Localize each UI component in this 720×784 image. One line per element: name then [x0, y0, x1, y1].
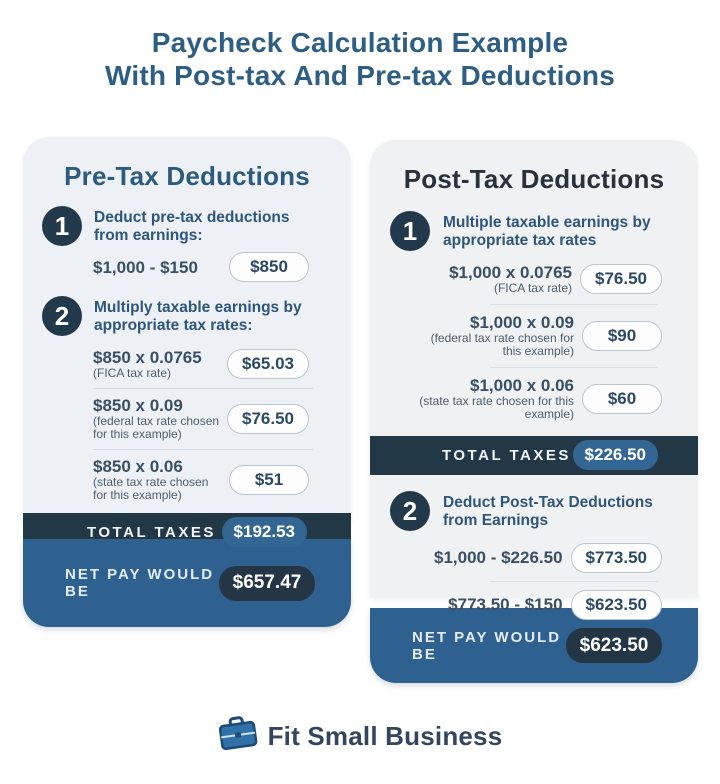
calc-formula: $1,000 x 0.06 [470, 375, 574, 395]
calc-formula: $850 x 0.0765 [93, 348, 202, 367]
netpay-value: $623.50 [566, 628, 662, 663]
tax-row-text [93, 396, 221, 442]
calc-note: (federal tax rate chosen for this example) [430, 330, 574, 358]
calc-formula: $773.50 - $150 [448, 595, 563, 614]
pre-tax-step1-row [93, 252, 309, 282]
page-title-line1: Paycheck Calculation Example [151, 27, 569, 58]
step-instruction: Deduct Post-Tax Deductions from Earnings [443, 493, 653, 529]
tax-row-text [93, 457, 221, 503]
calc-label: $1,000 - $150 [93, 257, 198, 277]
tax-row-text [449, 263, 572, 296]
pre-tax-title: Pre-Tax Deductions [64, 161, 310, 191]
result-pill: $90 [582, 321, 662, 351]
tax-row [370, 313, 662, 359]
post-tax-panel-body [370, 140, 698, 614]
step-number-badge: 1 [390, 211, 430, 251]
result-pill: $850 [229, 252, 309, 282]
step-number-badge: 1 [42, 206, 82, 246]
tax-row [370, 376, 662, 422]
page-title-line2: With Post-tax And Pre-tax Deductions [105, 60, 615, 91]
tax-row [93, 457, 309, 503]
row-divider [93, 449, 313, 450]
tax-row [93, 396, 309, 442]
result-pill: $773.50 [571, 543, 662, 573]
calc-formula: $1,000 x 0.09 [470, 312, 574, 332]
total-taxes-value: $226.50 [573, 440, 658, 470]
tax-row-text [93, 348, 202, 381]
post-tax-step-2 [390, 491, 698, 531]
step-instruction: Multiple taxable earnings by appropriate tax rates [443, 214, 651, 249]
brand-name: Fit Small Business [267, 720, 503, 751]
tax-row-text [414, 376, 574, 422]
row-divider [93, 388, 313, 389]
row-divider [490, 367, 658, 368]
step-instruction: Multiply taxable earnings by appropriate tax rates: [94, 299, 302, 334]
total-taxes-value: $192.53 [222, 517, 307, 547]
total-taxes-label: TOTAL TAXES [442, 446, 571, 464]
result-pill: $76.50 [580, 264, 662, 294]
calc-note: (state tax rate chosen for this example) [93, 474, 209, 502]
calc-formula: $1,000 x 0.0765 [449, 263, 572, 282]
result-pill: $51 [229, 465, 309, 495]
result-pill: $76.50 [227, 404, 309, 434]
step-number-badge: 2 [390, 491, 430, 531]
pre-tax-netpay-bar [23, 539, 351, 627]
calc-formula: $1,000 - $226.50 [433, 548, 563, 567]
calc-note: (state tax rate chosen for this example) [419, 393, 574, 421]
post-tax-total-bar [370, 436, 698, 475]
netpay-label: NET PAY WOULD BE [412, 628, 562, 663]
total-taxes-label: TOTAL TAXES [87, 523, 216, 541]
calc-note: (federal tax rate chosen for this example) [93, 413, 220, 441]
result-pill: $65.03 [227, 349, 309, 379]
calc-formula: $850 x 0.09 [93, 395, 183, 415]
brand-footer [0, 710, 720, 762]
result-pill: $623.50 [571, 590, 662, 620]
post-tax-title: Post-Tax Deductions [403, 164, 665, 194]
pre-tax-panel [23, 137, 351, 627]
deduction-row [370, 543, 662, 573]
netpay-value: $657.47 [219, 566, 315, 601]
row-divider [490, 304, 658, 305]
tax-row [93, 348, 309, 381]
calc-note: (FICA tax rate) [93, 366, 172, 380]
calc-formula: $850 x 0.06 [93, 456, 183, 476]
pre-tax-step-2 [42, 296, 351, 336]
briefcase-icon [215, 711, 260, 757]
step-instruction: Deduct pre-tax deductions from earnings: [94, 209, 290, 244]
pre-tax-step-1 [42, 206, 351, 246]
pre-tax-panel-body [23, 137, 351, 541]
step-number-badge: 2 [42, 296, 82, 336]
tax-row [370, 263, 662, 296]
page-title [0, 26, 720, 92]
netpay-label: NET PAY WOULD BE [65, 566, 215, 600]
row-divider [490, 581, 658, 582]
calc-note: (FICA tax rate) [493, 281, 572, 295]
post-tax-step-1 [390, 211, 698, 251]
post-tax-panel [370, 140, 698, 683]
tax-row-text [414, 313, 574, 359]
result-pill: $60 [582, 384, 662, 414]
